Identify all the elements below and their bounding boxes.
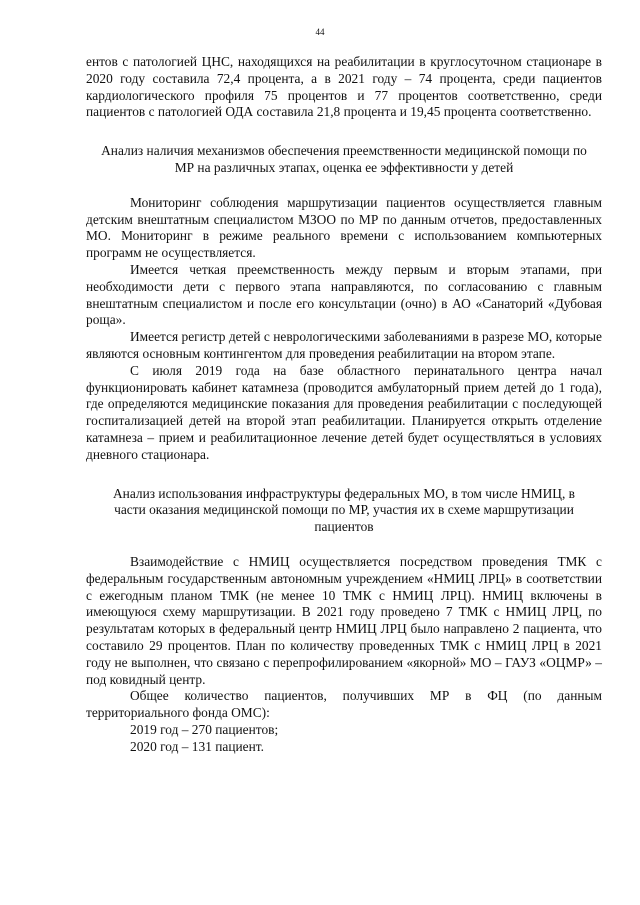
list-item-2020: 2020 год – 131 пациент. xyxy=(130,738,264,754)
section-heading-continuity: Анализ наличия механизмов обеспечения преемственности медицинской помощи по МР на различных этапах, оценка ее эффективности у детей xyxy=(101,143,587,175)
paragraph-patient-count: Общее количество пациентов, получивших МР в ФЦ (по данным территориального фонда ОМС): xyxy=(86,688,602,721)
paragraph-catamnesis: С июля 2019 года на базе областного перинатального центра начал функционировать кабинет катамнеза (проводится амбулаторный прием детей до 1 года), где определяются медицинские показания для проведения реабилитации с последующей госпитализацией детей на второй этап реабилитации. Планируется открыть отделение катамнеза – прием и реабилитационное лечение детей будет осуществляться в условиях дневного стационара. xyxy=(86,362,602,462)
list-item-2019: 2019 год – 270 пациентов; xyxy=(130,721,279,737)
paragraph-continuity: Имеется четкая преемственность между первым и вторым этапами, при необходимости дети с первого этапа направляются, по согласованию с главным внештатным специалистом и после его консультации (очно) в АО «Санаторий «Дубовая роща». xyxy=(86,261,602,328)
paragraph-continuation: ентов с патологией ЦНС, находящихся на реабилитации в круглосуточном стационаре в 2020 году составила 72,4 процента, а в 2021 году – 74 процента, среди пациентов кардиологического профиля 75 процентов и 77 процентов соответственно, среди пациентов с патологией ОДА составила 21,8 процента и 19,45 процента соответственно. xyxy=(86,54,602,120)
paragraph-nmic: Взаимодействие с НМИЦ осуществляется посредством проведения ТМК с федеральным государственным автономным учреждением «НМИЦ ЛРЦ» в соответствии с ежегодным планом ТМК (не менее 10 ТМК с НМИЦ ЛРЦ). НМИЦ включены в имеющуюся схему маршрутизации. В 2021 году проведено 7 ТМК с НМИЦ ЛРЦ, по результатам которых в федеральный центр НМИЦ ЛРЦ было направлено 2 пациента, что составило 29 процентов. План по количеству проведенных ТМК с НМИЦ ЛРЦ в 2021 году не выполнен, что связано с перепрофилированием «якорной» МО – ГАУЗ «ОЦМР» – под ковидный центр. xyxy=(86,553,602,687)
section-heading-infrastructure: Анализ использования инфраструктуры федеральных МО, в том числе НМИЦ, в части оказания медицинской помощи по МР, участия их в схеме маршрутизации пациентов xyxy=(113,485,575,535)
page-content xyxy=(86,54,602,755)
page-number: 44 xyxy=(315,27,325,37)
paragraph-monitoring: Мониторинг соблюдения маршрутизации пациентов осуществляется главным детским внештатным специалистом МЗОО по МР по данным отчетов, предоставленных МО. Мониторинг в режиме реального времени с использованием компьютерных программ не осуществляется. xyxy=(86,194,602,261)
paragraph-registry: Имеется регистр детей с неврологическими заболеваниями в разрезе МО, которые являются основным контингентом для проведения реабилитации на втором этапе. xyxy=(86,329,602,361)
